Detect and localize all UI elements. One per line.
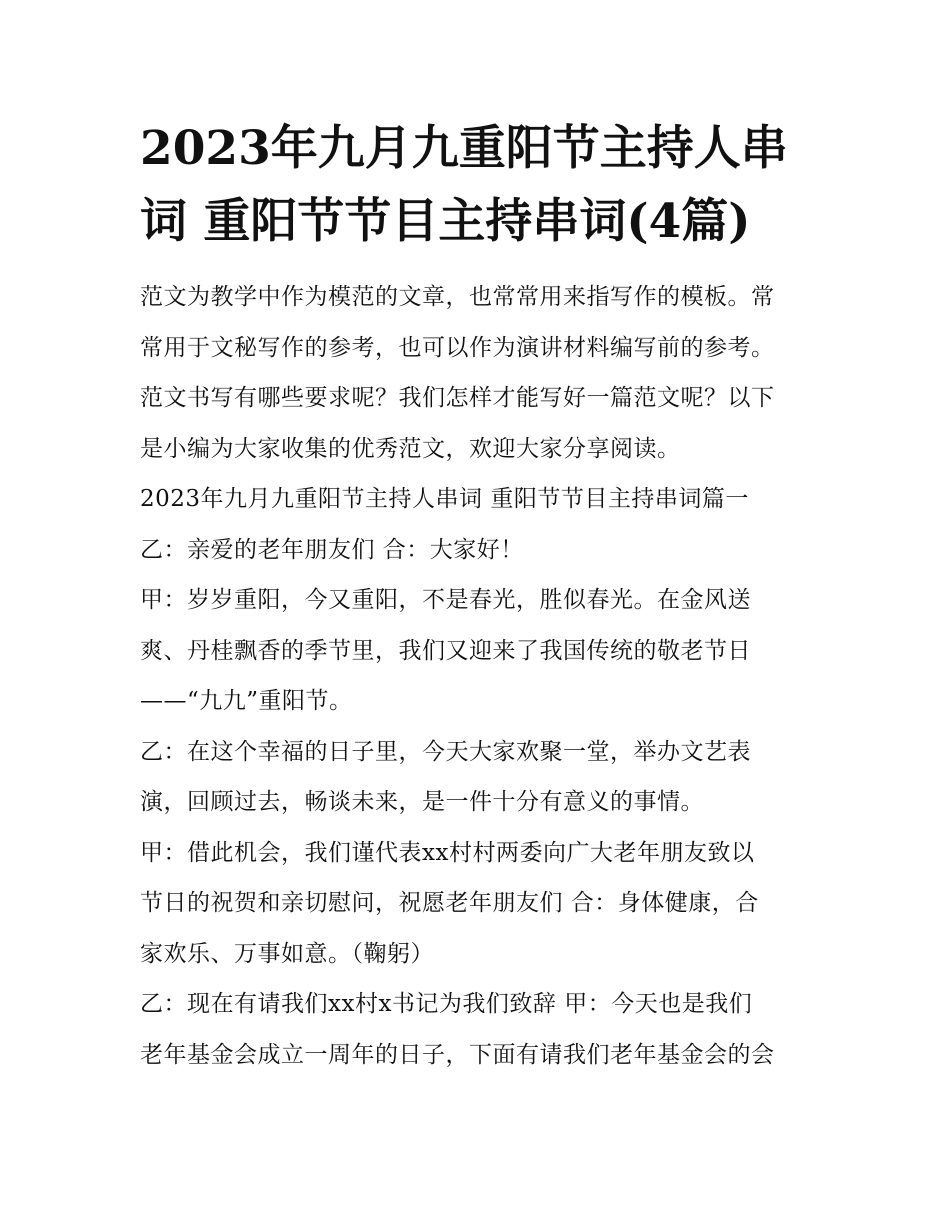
body-line: 老年基金会成立一周年的日子，下面有请我们老年基金会的会 bbox=[140, 1041, 775, 1068]
body-line: 爽、丹桂飘香的季节里，我们又迎来了我国传统的敬老节日 bbox=[140, 637, 751, 664]
body-line: 乙：在这个幸福的日子里，今天大家欢聚一堂，举办文艺表 bbox=[140, 738, 751, 765]
document-title bbox=[140, 112, 815, 258]
body-line: 节日的祝贺和亲切慰问，祝愿老年朋友们 合：身体健康，合 bbox=[140, 890, 759, 916]
body-line: 乙：现在有请我们xx村x书记为我们致辞 甲：今天也是我们 bbox=[140, 991, 753, 1017]
body-line: 常用于文秘写作的参考，也可以作为演讲材料编写前的参考。 bbox=[140, 334, 775, 361]
body-line: 范文为教学中作为模范的文章，也常常用来指写作的模板。常 bbox=[140, 284, 775, 310]
body-line: ——“九九”重阳节。 bbox=[140, 688, 353, 714]
body-line: 甲：借此机会，我们谨代表xx村村两委向广大老年朋友致以 bbox=[140, 839, 755, 866]
document-content bbox=[140, 112, 815, 1080]
section-heading: 2023年九月九重阳节主持人串词 重阳节节目主持串词篇一 bbox=[140, 486, 749, 512]
body-line: 范文书写有哪些要求呢？我们怎样才能写好一篇范文呢？以下 bbox=[140, 385, 775, 411]
title-line-2: 词 重阳节节目主持串词(4篇) bbox=[140, 194, 751, 249]
body-line: 甲：岁岁重阳，今又重阳，不是春光，胜似春光。在金风送 bbox=[140, 587, 751, 613]
body-line: 家欢乐、万事如意。（鞠躬） bbox=[140, 940, 434, 967]
body-line: 是小编为大家收集的优秀范文，欢迎大家分享阅读。 bbox=[140, 435, 681, 462]
body-line: 演，回顾过去，畅谈未来，是一件十分有意义的事情。 bbox=[140, 789, 704, 815]
document-body bbox=[140, 272, 815, 1080]
body-line: 乙：亲爱的老年朋友们 合：大家好！ bbox=[140, 536, 524, 563]
title-line-1: 2023年九月九重阳节主持人串 bbox=[140, 121, 788, 176]
